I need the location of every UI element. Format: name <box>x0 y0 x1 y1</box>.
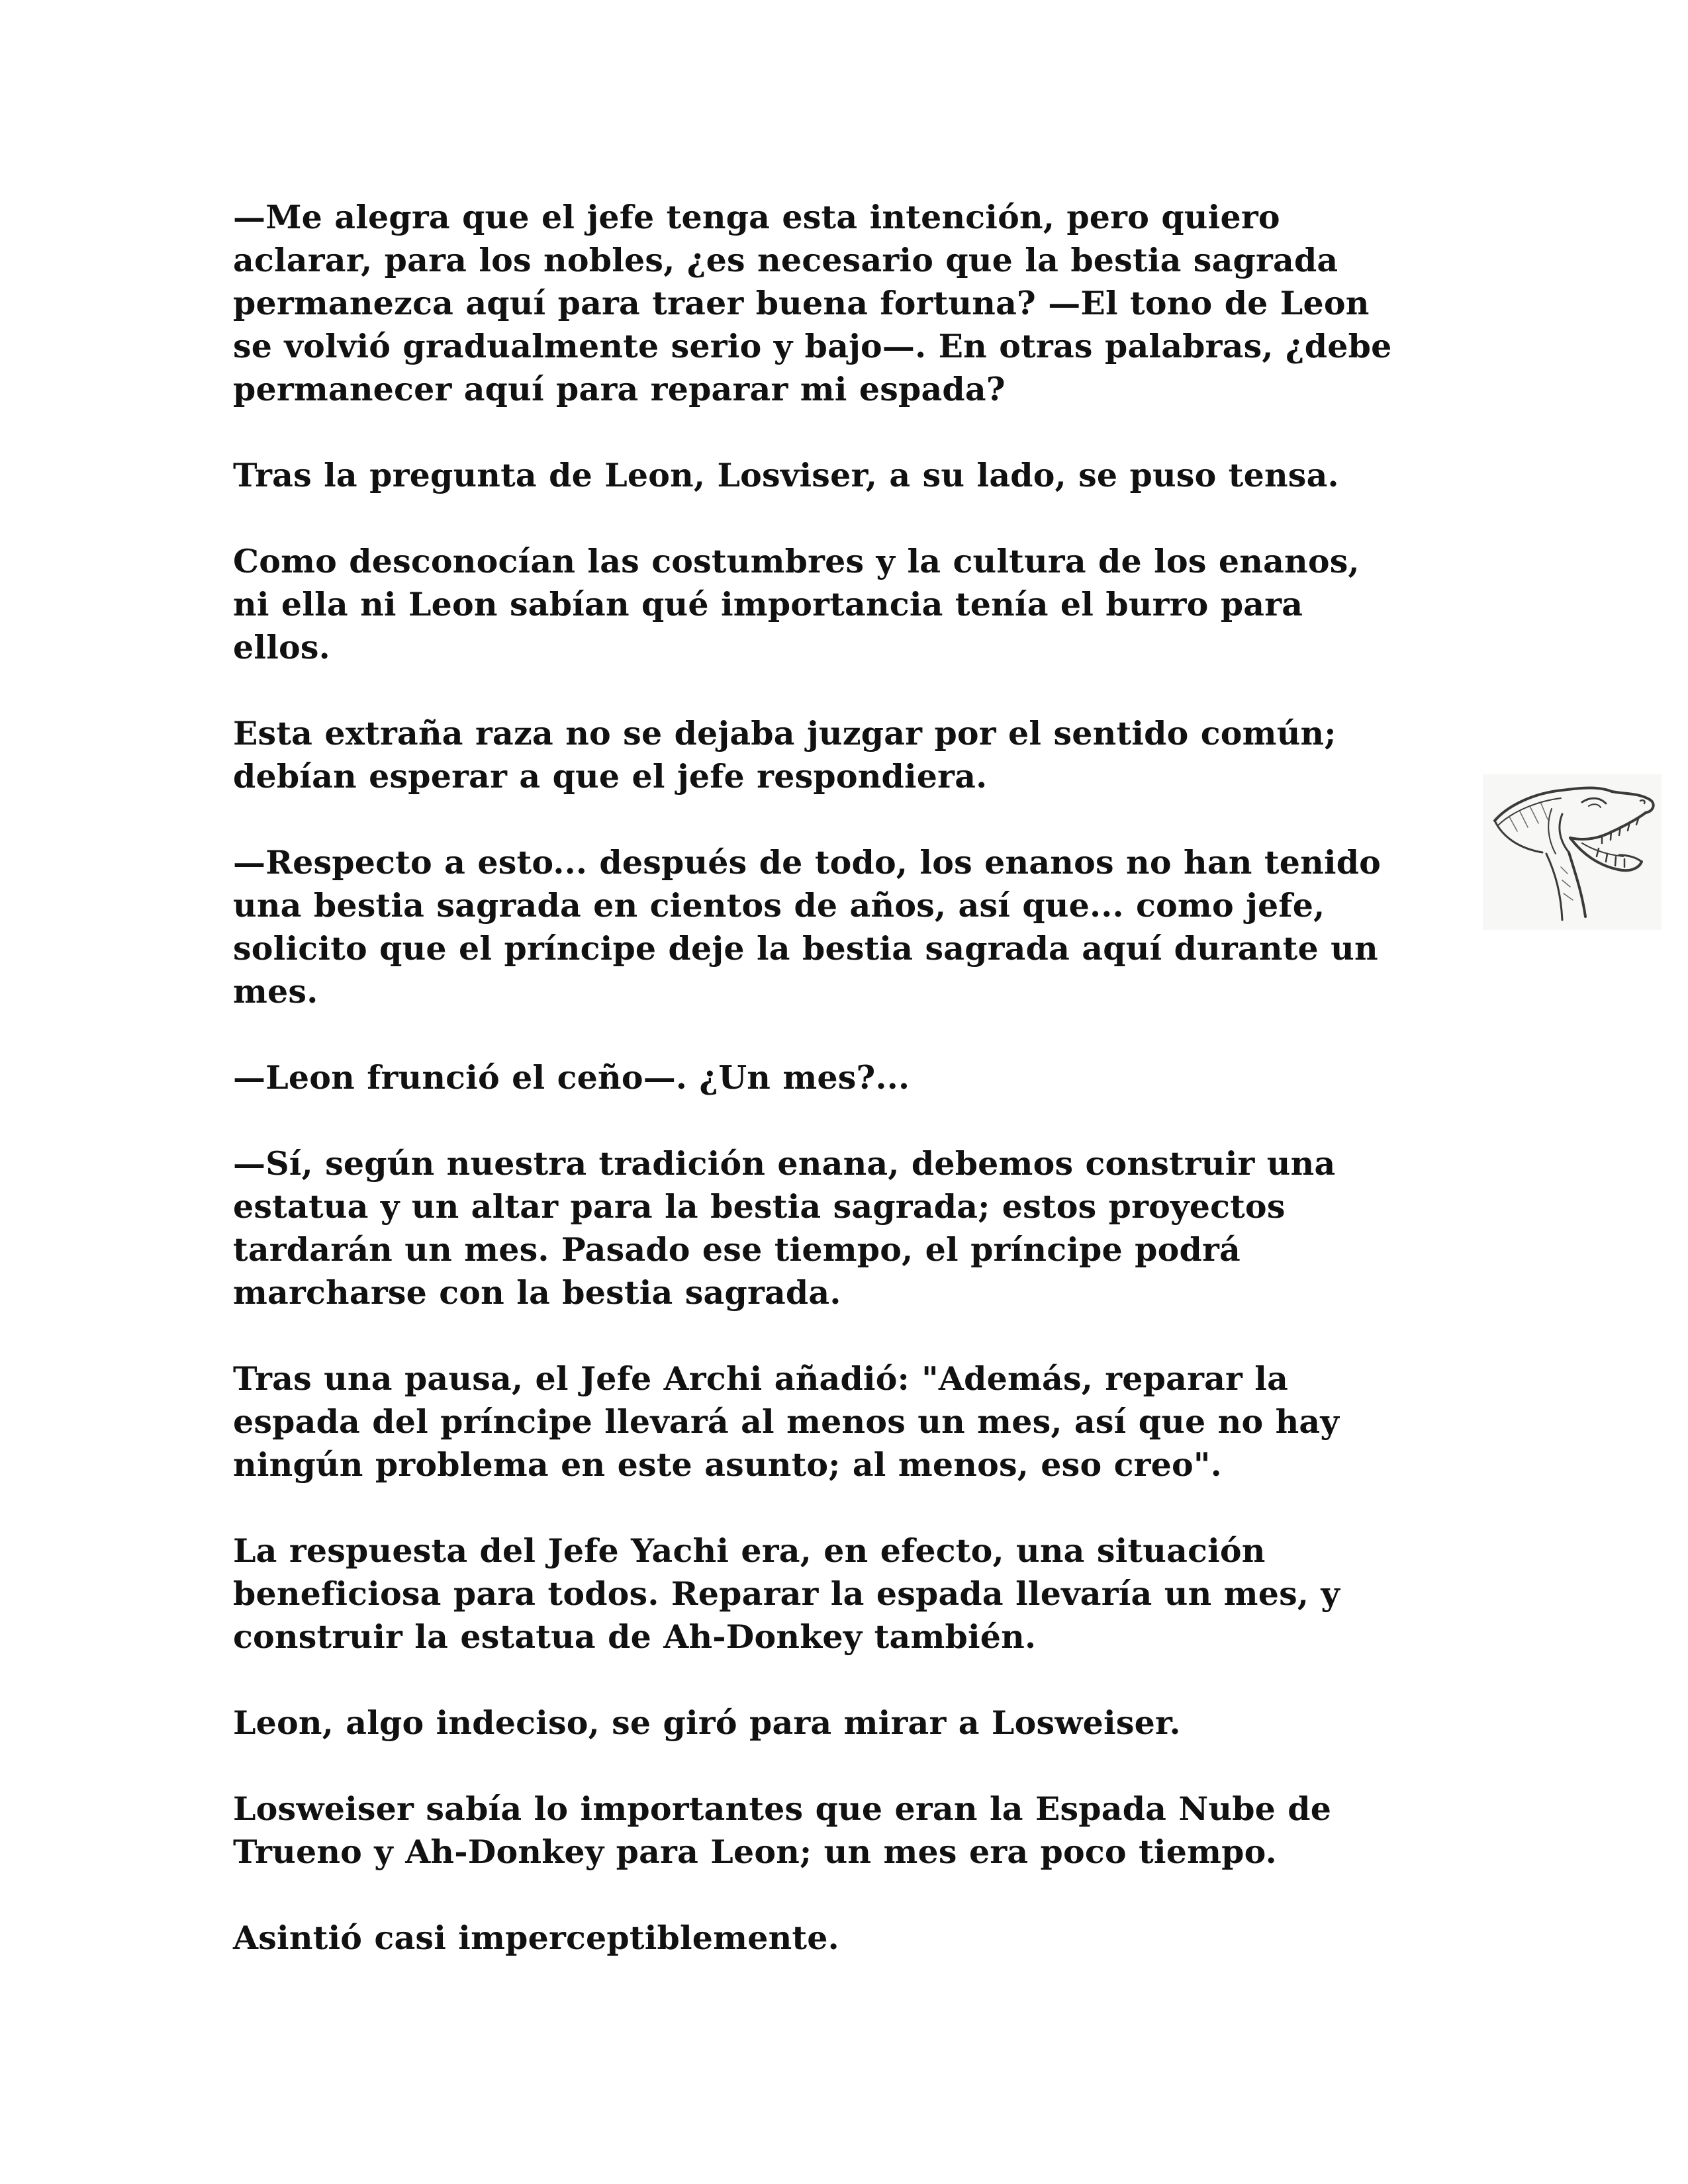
paragraph <box>233 1357 1464 1486</box>
text-line: Tras la pregunta de Leon, Losviser, a su lado, se puso tensa. <box>233 456 1339 494</box>
text-line: ni ella ni Leon sabían qué importancia tenía el burro para <box>233 585 1303 623</box>
paragraph <box>233 196 1464 411</box>
text-line: ellos. <box>233 628 330 666</box>
text-line: —Respecto a esto... después de todo, los enanos no han tenido <box>233 843 1382 882</box>
paragraph <box>233 1142 1464 1314</box>
text-line: Losweiser sabía lo importantes que eran la Espada Nube de <box>233 1790 1332 1828</box>
paragraph <box>233 1702 1464 1745</box>
text-line: tardarán un mes. Pasado ese tiempo, el príncipe podrá <box>233 1230 1241 1269</box>
dinosaur-sketch-svg <box>1483 774 1662 930</box>
text-line: ningún problema en este asunto; al menos, eso creo". <box>233 1445 1222 1484</box>
text-line: —Me alegra que el jefe tenga esta intención, pero quiero <box>233 198 1280 236</box>
text-line: permanecer aquí para reparar mi espada? <box>233 370 1006 408</box>
dinosaur-head-sketch-icon <box>1483 774 1662 930</box>
text-line: beneficiosa para todos. Reparar la espada llevaría un mes, y <box>233 1574 1340 1613</box>
text-line: aclarar, para los nobles, ¿es necesario que la bestia sagrada <box>233 241 1338 279</box>
text-line: debían esperar a que el jefe respondiera. <box>233 757 988 796</box>
text-line: marcharse con la bestia sagrada. <box>233 1273 841 1312</box>
text-line: Trueno y Ah-Donkey para Leon; un mes era poco tiempo. <box>233 1833 1277 1871</box>
text-line: mes. <box>233 972 318 1011</box>
paragraph <box>233 1529 1464 1659</box>
paragraph <box>233 1056 1464 1099</box>
text-line: se volvió gradualmente serio y bajo—. En otras palabras, ¿debe <box>233 327 1392 365</box>
text-line: construir la estatua de Ah-Donkey también. <box>233 1617 1037 1656</box>
text-line: Tras una pausa, el Jefe Archi añadió: "Además, reparar la <box>233 1359 1289 1398</box>
text-line: La respuesta del Jefe Yachi era, en efecto, una situación <box>233 1531 1266 1570</box>
paragraph <box>233 841 1464 1013</box>
text-line: estatua y un altar para la bestia sagrada; estos proyectos <box>233 1187 1286 1226</box>
text-line: —Sí, según nuestra tradición enana, debemos construir una <box>233 1144 1336 1183</box>
text-line: una bestia sagrada en cientos de años, así que... como jefe, <box>233 886 1325 925</box>
paragraph <box>233 454 1464 497</box>
text-line: Como desconocían las costumbres y la cultura de los enanos, <box>233 542 1360 580</box>
paragraph <box>233 540 1464 669</box>
text-line: Esta extraña raza no se dejaba juzgar por el sentido común; <box>233 714 1336 752</box>
text-line: Leon, algo indeciso, se giró para mirar a Losweiser. <box>233 1704 1181 1742</box>
text-line: permanezca aquí para traer buena fortuna? —El tono de Leon <box>233 284 1370 322</box>
text-line: solicito que el príncipe deje la bestia sagrada aquí durante un <box>233 929 1378 968</box>
paragraph <box>233 712 1464 798</box>
text-line: Asintió casi imperceptiblemente. <box>233 1919 839 1957</box>
text-body <box>233 196 1464 2003</box>
paragraph <box>233 1788 1464 1874</box>
paragraph <box>233 1917 1464 1960</box>
text-line: espada del príncipe llevará al menos un mes, así que no hay <box>233 1402 1340 1441</box>
text-line: —Leon frunció el ceño—. ¿Un mes?... <box>233 1058 910 1097</box>
